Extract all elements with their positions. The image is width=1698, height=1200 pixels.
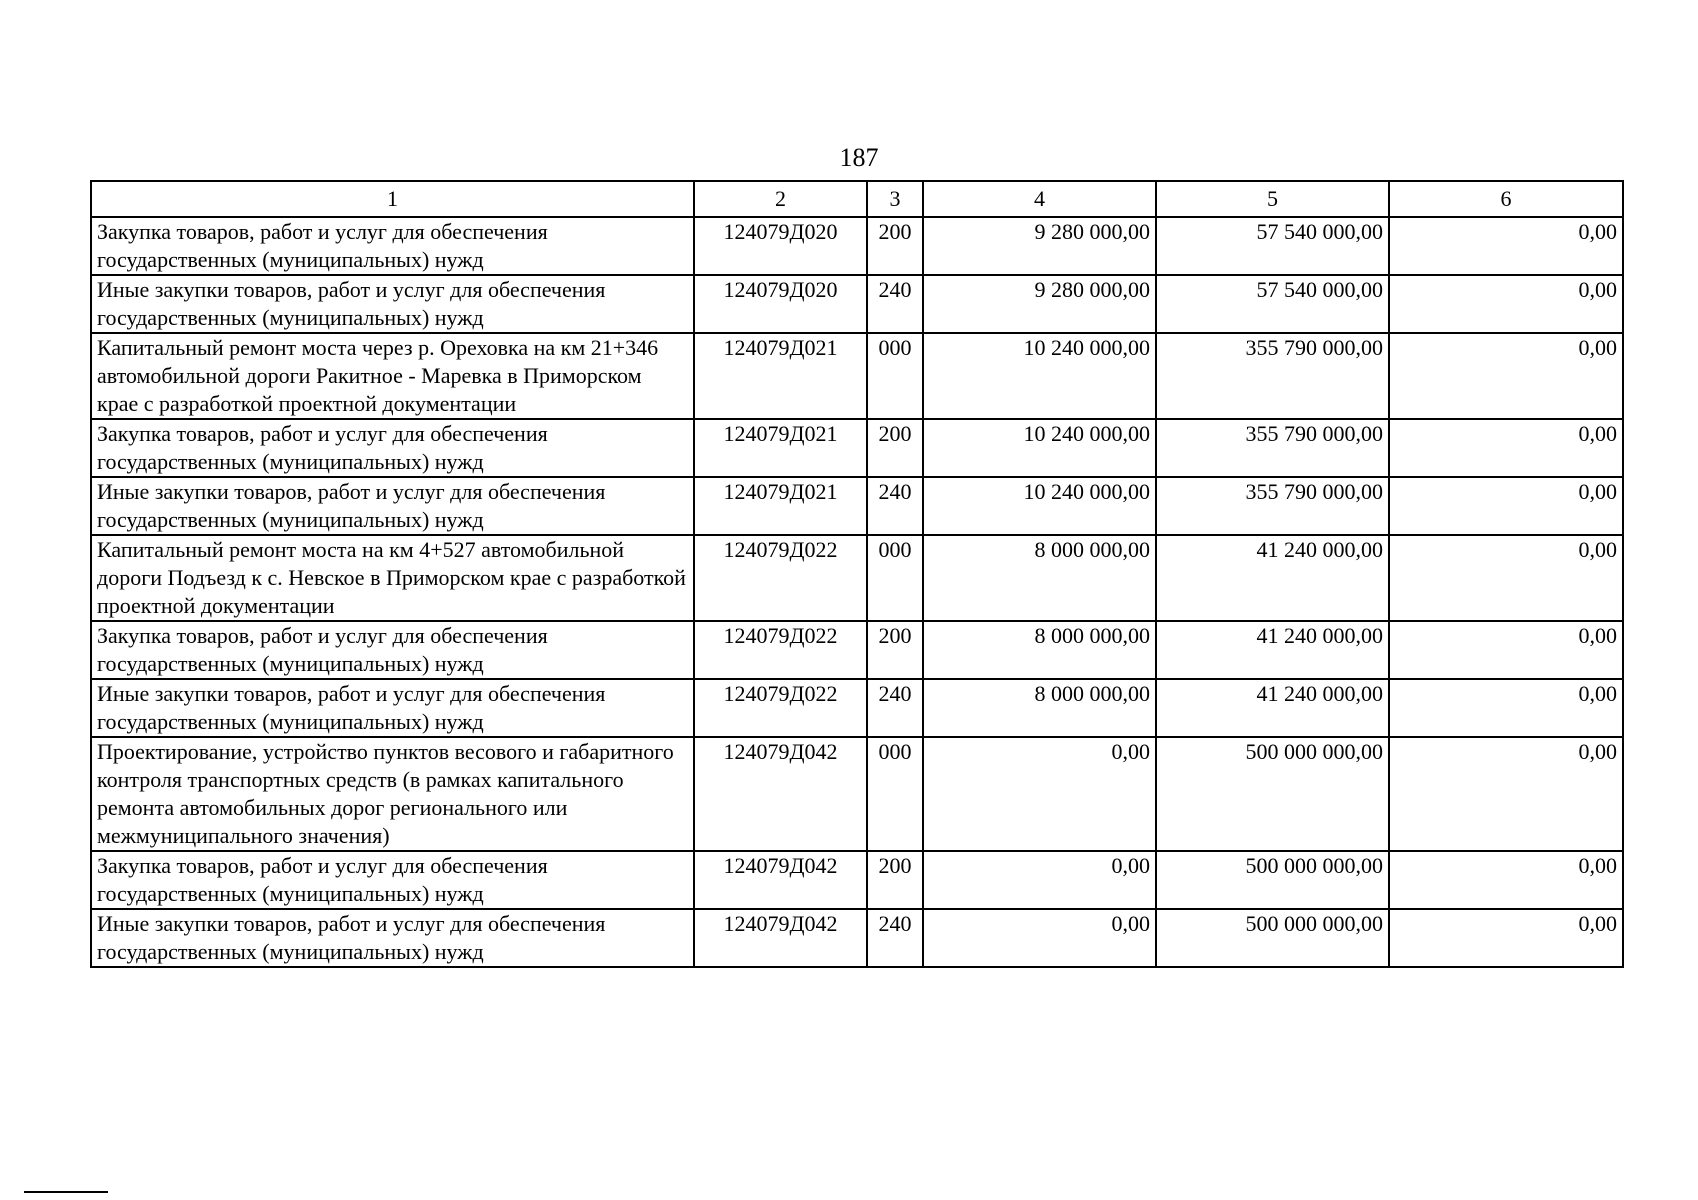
row-expense-type: 000 <box>867 535 923 621</box>
row-code: 124079Д022 <box>694 535 867 621</box>
row-amount-col6: 0,00 <box>1389 679 1623 737</box>
budget-table <box>90 180 1624 968</box>
row-amount-col4: 10 240 000,00 <box>923 333 1156 419</box>
row-amount-col5: 57 540 000,00 <box>1156 275 1389 333</box>
row-amount-col4: 9 280 000,00 <box>923 217 1156 275</box>
table-row <box>91 419 1623 477</box>
footer-rule <box>24 1191 108 1193</box>
row-amount-col5: 355 790 000,00 <box>1156 477 1389 535</box>
column-header-1: 1 <box>91 181 694 217</box>
row-amount-col4: 0,00 <box>923 737 1156 851</box>
row-amount-col4: 10 240 000,00 <box>923 477 1156 535</box>
row-amount-col5: 41 240 000,00 <box>1156 679 1389 737</box>
row-code: 124079Д021 <box>694 333 867 419</box>
column-header-2: 2 <box>694 181 867 217</box>
row-name: Иные закупки товаров, работ и услуг для обеспечения государственных (муниципальных) нужд <box>91 275 694 333</box>
row-expense-type: 000 <box>867 737 923 851</box>
table-row <box>91 909 1623 967</box>
row-amount-col5: 500 000 000,00 <box>1156 851 1389 909</box>
row-expense-type: 200 <box>867 621 923 679</box>
row-name: Закупка товаров, работ и услуг для обеспечения государственных (муниципальных) нужд <box>91 621 694 679</box>
row-amount-col6: 0,00 <box>1389 477 1623 535</box>
row-expense-type: 200 <box>867 217 923 275</box>
column-header-3: 3 <box>867 181 923 217</box>
row-expense-type: 200 <box>867 419 923 477</box>
row-name: Проектирование, устройство пунктов весового и габаритного контроля транспортных средств (в рамках капитального ремонта автомобильных дорог регионального или межмуниципального значения) <box>91 737 694 851</box>
row-amount-col6: 0,00 <box>1389 909 1623 967</box>
table-row <box>91 621 1623 679</box>
row-amount-col4: 0,00 <box>923 851 1156 909</box>
row-name: Иные закупки товаров, работ и услуг для обеспечения государственных (муниципальных) нужд <box>91 679 694 737</box>
table-row <box>91 679 1623 737</box>
table-row <box>91 217 1623 275</box>
row-amount-col4: 10 240 000,00 <box>923 419 1156 477</box>
row-amount-col4: 8 000 000,00 <box>923 535 1156 621</box>
column-header-6: 6 <box>1389 181 1623 217</box>
row-amount-col6: 0,00 <box>1389 851 1623 909</box>
row-code: 124079Д020 <box>694 217 867 275</box>
row-name: Закупка товаров, работ и услуг для обеспечения государственных (муниципальных) нужд <box>91 217 694 275</box>
row-code: 124079Д042 <box>694 737 867 851</box>
row-amount-col5: 355 790 000,00 <box>1156 419 1389 477</box>
row-code: 124079Д022 <box>694 621 867 679</box>
row-name: Капитальный ремонт моста на км 4+527 автомобильной дороги Подъезд к с. Невское в Приморском крае с разработкой проектной документации <box>91 535 694 621</box>
row-amount-col4: 0,00 <box>923 909 1156 967</box>
row-amount-col4: 8 000 000,00 <box>923 621 1156 679</box>
table-row <box>91 535 1623 621</box>
row-amount-col5: 57 540 000,00 <box>1156 217 1389 275</box>
row-expense-type: 200 <box>867 851 923 909</box>
row-amount-col6: 0,00 <box>1389 275 1623 333</box>
row-amount-col6: 0,00 <box>1389 737 1623 851</box>
row-name: Капитальный ремонт моста через р. Ореховка на км 21+346 автомобильной дороги Ракитное - Маревка в Приморском крае с разработкой проектной документации <box>91 333 694 419</box>
row-code: 124079Д022 <box>694 679 867 737</box>
table-row <box>91 333 1623 419</box>
row-amount-col6: 0,00 <box>1389 535 1623 621</box>
row-amount-col4: 9 280 000,00 <box>923 275 1156 333</box>
row-amount-col5: 41 240 000,00 <box>1156 621 1389 679</box>
column-header-4: 4 <box>923 181 1156 217</box>
row-name: Иные закупки товаров, работ и услуг для обеспечения государственных (муниципальных) нужд <box>91 909 694 967</box>
row-name: Иные закупки товаров, работ и услуг для обеспечения государственных (муниципальных) нужд <box>91 477 694 535</box>
row-name: Закупка товаров, работ и услуг для обеспечения государственных (муниципальных) нужд <box>91 419 694 477</box>
row-expense-type: 000 <box>867 333 923 419</box>
row-amount-col6: 0,00 <box>1389 419 1623 477</box>
table-row <box>91 275 1623 333</box>
row-amount-col4: 8 000 000,00 <box>923 679 1156 737</box>
row-amount-col6: 0,00 <box>1389 217 1623 275</box>
table-row <box>91 851 1623 909</box>
row-code: 124079Д021 <box>694 477 867 535</box>
row-code: 124079Д042 <box>694 909 867 967</box>
header-row <box>91 181 1623 217</box>
table-row <box>91 477 1623 535</box>
row-code: 124079Д042 <box>694 851 867 909</box>
row-code: 124079Д020 <box>694 275 867 333</box>
row-name: Закупка товаров, работ и услуг для обеспечения государственных (муниципальных) нужд <box>91 851 694 909</box>
row-expense-type: 240 <box>867 909 923 967</box>
row-expense-type: 240 <box>867 679 923 737</box>
row-amount-col6: 0,00 <box>1389 621 1623 679</box>
row-expense-type: 240 <box>867 477 923 535</box>
row-amount-col5: 500 000 000,00 <box>1156 737 1389 851</box>
row-amount-col6: 0,00 <box>1389 333 1623 419</box>
row-amount-col5: 355 790 000,00 <box>1156 333 1389 419</box>
row-amount-col5: 500 000 000,00 <box>1156 909 1389 967</box>
row-expense-type: 240 <box>867 275 923 333</box>
row-code: 124079Д021 <box>694 419 867 477</box>
column-header-5: 5 <box>1156 181 1389 217</box>
table-row <box>91 737 1623 851</box>
page-number: 187 <box>839 143 879 172</box>
row-amount-col5: 41 240 000,00 <box>1156 535 1389 621</box>
